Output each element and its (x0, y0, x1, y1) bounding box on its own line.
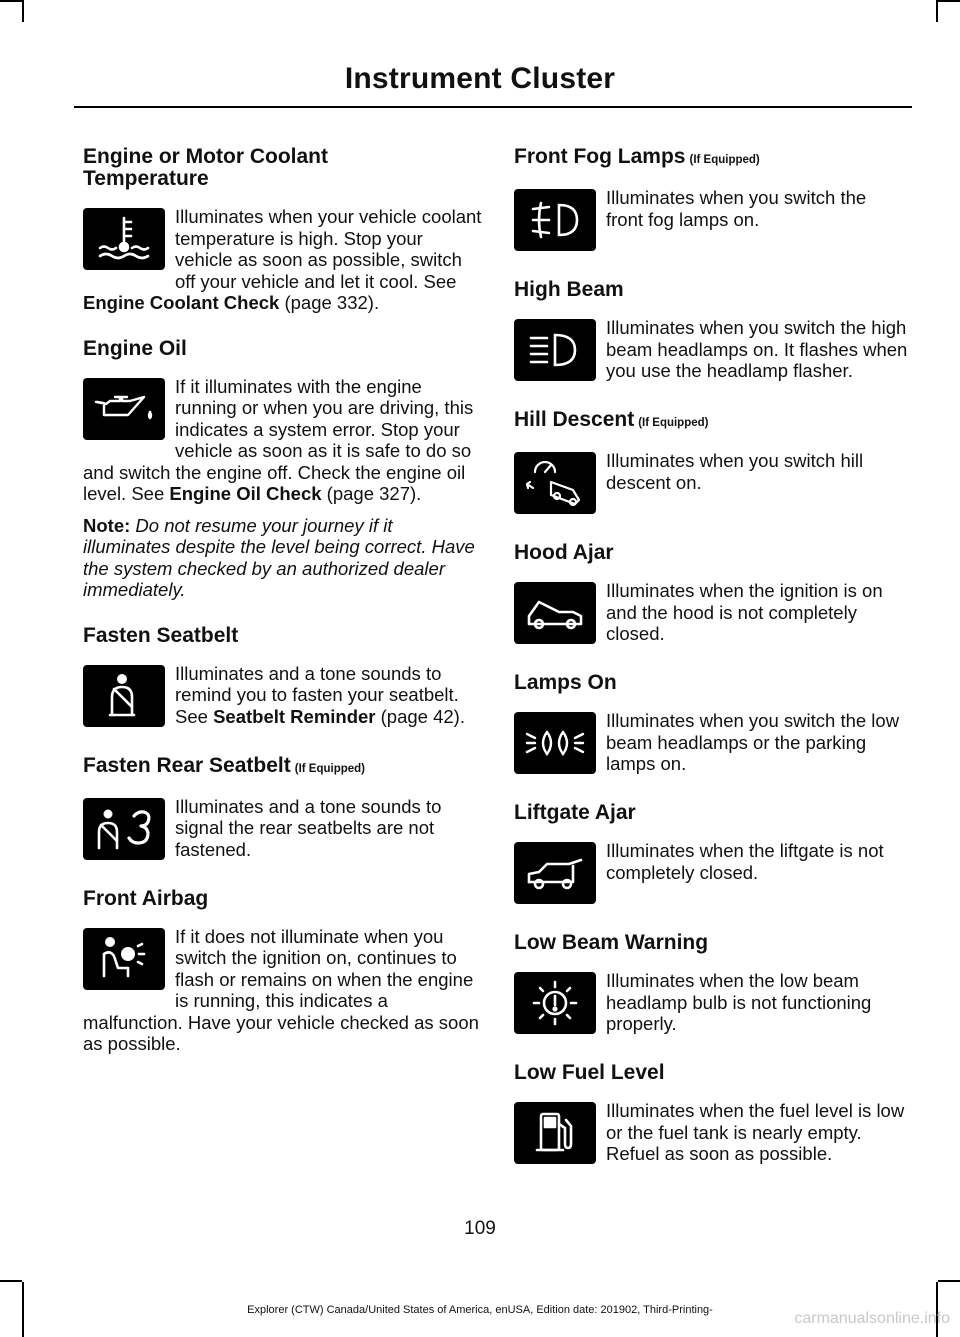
section-engine-coolant (83, 146, 483, 314)
section-title: Liftgate Ajar (514, 801, 636, 824)
liftgate-ajar-icon (514, 842, 596, 904)
section-title: Engine or Motor Coolant Temperature (83, 145, 328, 190)
section-body: Illuminates when you switch the low beam headlamps or the parking lamps on. (606, 710, 900, 774)
coolant-temperature-icon (83, 208, 165, 270)
page-number: 109 (464, 1218, 496, 1239)
crop-mark (0, 1280, 22, 1282)
left-column (83, 146, 483, 1079)
section-body: Illuminates when the low beam headlamp bulb is not functioning properly. (606, 970, 872, 1034)
section-body: Illuminates when the fuel level is low or the fuel tank is nearly empty. Refuel as soon as possible. (606, 1100, 905, 1164)
lamps-on-icon (514, 712, 596, 774)
page-title: Instrument Cluster (344, 62, 616, 95)
crop-mark (938, 0, 960, 2)
note: Note: Do not resume your journey if it illuminates despite the level being correct. Have the system checked by an authorized dealer immediately. (83, 514, 475, 600)
cross-reference: Engine Coolant Check (83, 292, 280, 313)
section-title: Low Fuel Level (514, 1061, 665, 1084)
section-title: Fasten Seatbelt (83, 623, 239, 647)
section-body: Illuminates when you switch hill descent on. (606, 450, 864, 493)
section-title: Lamps On (514, 671, 617, 694)
section-front-fog-lamps (514, 146, 908, 255)
section-high-beam (514, 279, 908, 385)
section-title: Front Airbag (83, 886, 209, 910)
crop-mark (938, 1280, 960, 1282)
fuel-pump-icon (514, 1102, 596, 1164)
section-body: Illuminates when the liftgate is not completely closed. (606, 840, 884, 883)
section-low-fuel-level (514, 1062, 908, 1168)
section-fasten-rear-seatbelt (83, 755, 483, 864)
section-engine-oil (83, 338, 483, 601)
low-beam-warning-icon (514, 972, 596, 1034)
section-title: Engine Oil (83, 336, 187, 360)
section-low-beam-warning (514, 932, 908, 1038)
section-title: Hood Ajar (514, 541, 614, 564)
hood-ajar-icon (514, 582, 596, 644)
section-hood-ajar (514, 542, 908, 648)
section-fasten-seatbelt (83, 625, 483, 731)
section-title: Fasten Rear Seatbelt (If Equipped) (83, 753, 366, 777)
section-liftgate-ajar (514, 802, 908, 908)
section-body: If it illuminates with the engine running or when you are driving, this indicates a system error. Stop your vehicle as soon as it is safe to do so and switch the engine off. Check the engine oil level. See Engine Oil Check (page 327). (83, 375, 474, 504)
section-hill-descent (514, 409, 908, 518)
rear-seatbelt-icon (83, 798, 165, 860)
crop-mark (0, 0, 22, 2)
seatbelt-icon (83, 665, 165, 727)
crop-mark (22, 0, 24, 22)
edition-footer: Explorer (CTW) Canada/United States of America, enUSA, Edition date: 201902, Third-Printing- (247, 1304, 713, 1316)
section-body: If it does not illuminate when you switch the ignition on, continues to flash or remains on when the engine is running, this indicates a malfunction. Have your vehicle checked as soon as possible. (83, 925, 479, 1054)
cross-reference: Seatbelt Reminder (213, 705, 376, 727)
section-title: Front Fog Lamps (If Equipped) (514, 145, 760, 168)
crop-mark (936, 0, 938, 22)
section-body: Illuminates and a tone sounds to remind you to fasten your seatbelt. See Seatbelt Reminder (page 42). (175, 662, 465, 727)
airbag-icon (83, 928, 165, 990)
section-body: Illuminates when your vehicle coolant temperature is high. Stop your vehicle as soon as possible, switch off your vehicle and let it cool. See Engine Coolant Check (page 332). (83, 206, 482, 313)
section-lamps-on (514, 672, 908, 778)
section-body: Illuminates when you switch the high beam headlamps on. It flashes when you use the headlamp flasher. (606, 317, 908, 381)
watermark: carmanualsonline.info (794, 1310, 950, 1327)
section-body: Illuminates when you switch the front fog lamps on. (606, 187, 867, 230)
header-divider (74, 106, 912, 108)
high-beam-icon (514, 319, 596, 381)
engine-oil-icon (83, 378, 165, 440)
section-title: High Beam (514, 278, 624, 301)
right-column (514, 146, 908, 1192)
section-body: Illuminates when the ignition is on and the hood is not completely closed. (606, 580, 883, 644)
section-front-airbag (83, 888, 483, 1055)
section-body: Illuminates and a tone sounds to signal the rear seatbelts are not fastened. (175, 795, 442, 860)
hill-descent-icon (514, 452, 596, 514)
fog-lamp-icon (514, 189, 596, 251)
section-title: Low Beam Warning (514, 931, 709, 954)
section-title: Hill Descent (If Equipped) (514, 408, 709, 431)
cross-reference: Engine Oil Check (169, 483, 322, 504)
